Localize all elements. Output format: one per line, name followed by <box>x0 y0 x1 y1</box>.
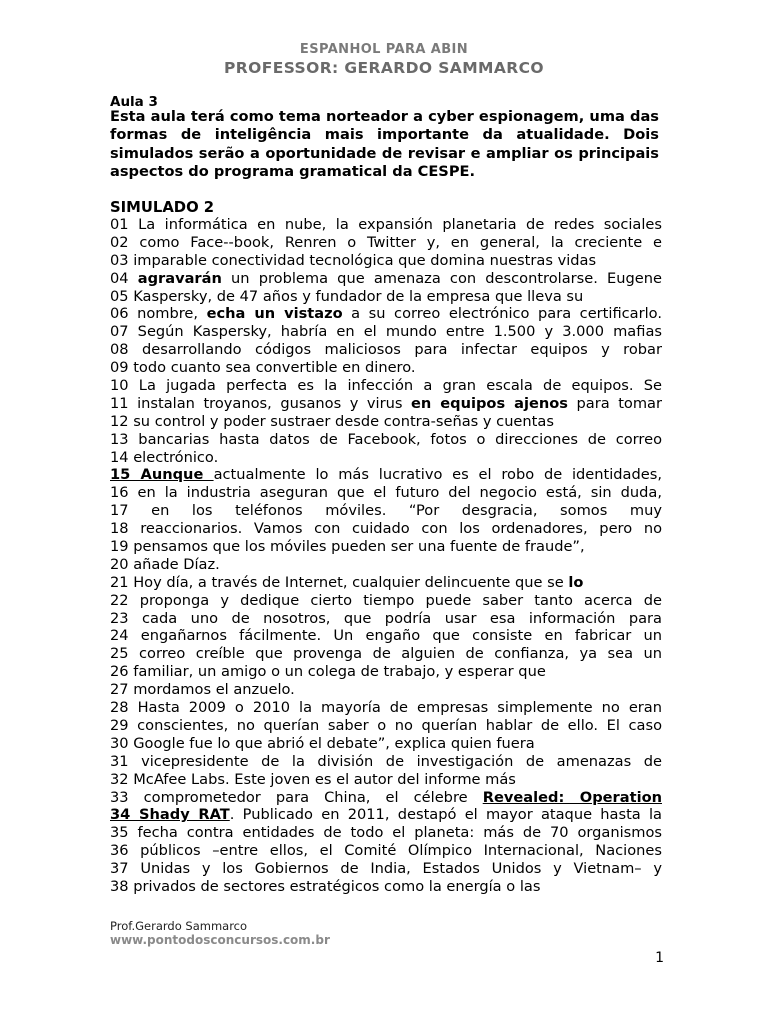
line-text: 01 La informática en nube, la expansión planetaria de redes sociales <box>110 216 662 233</box>
line-text: 36 públicos –entre ellos, el Comité Olímpico Internacional, Naciones <box>110 842 662 860</box>
emphasized-text: agravarán <box>137 269 222 287</box>
text-line <box>110 574 662 592</box>
text-line <box>110 717 662 735</box>
text-line <box>110 842 662 860</box>
line-text: 06 nombre, <box>110 305 207 323</box>
line-text: un problema que amenaza con descontrolarse. Eugene <box>221 269 662 287</box>
exercise-text <box>110 216 662 896</box>
emphasized-text: 34 Shady RAT <box>110 806 230 824</box>
line-text: 21 Hoy día, a través de Internet, cualquier delincuente que se <box>110 573 569 591</box>
line-text: 25 correo creíble que provenga de alguien de confianza, ya sea un <box>110 645 662 663</box>
line-text: actualmente lo más lucrativo es el robo de identidades, <box>213 466 662 484</box>
line-text: a su correo electrónico para certificarlo. <box>342 305 662 323</box>
text-line <box>110 341 662 359</box>
header-professor: PROFESSOR: GERARDO SAMMARCO <box>224 59 544 77</box>
header-course-title: ESPANHOL PARA ABIN <box>299 42 469 57</box>
text-line <box>110 627 662 645</box>
text-line <box>110 699 662 717</box>
line-text: 30 Google fue lo que abrió el debate”, explica quien fuera <box>110 734 535 752</box>
line-text: 12 su control y poder sustraer desde contra-señas y cuentas <box>110 412 554 430</box>
text-line <box>110 484 662 502</box>
line-text: 38 privados de sectores estratégicos como la energía o las <box>110 877 541 895</box>
line-text: 22 proponga y dedique cierto tiempo puede saber tanto acerca de <box>110 591 662 609</box>
text-line <box>110 556 662 574</box>
footer-website: www.pontodosconcursos.com.br <box>110 933 330 947</box>
emphasized-text: 15 Aunque <box>110 466 214 484</box>
line-text: 13 bancarias hasta datos de Facebook, fotos o direcciones de correo <box>110 430 662 448</box>
lesson-intro: Esta aula terá como tema norteador a cyber espionagem, uma das formas de inteligência mais importante da atualidade. Dois simulados serão a oportunidade de revisar e ampliar os principais aspectos do programa gramatical da CESPE. <box>110 108 659 181</box>
line-text: 37 Unidas y los Gobiernos de India, Estados Unidos y Vietnam– y <box>110 860 662 878</box>
text-line <box>110 502 662 520</box>
line-text: 31 vicepresidente de la división de investigación de amenazas de <box>110 752 662 770</box>
line-text: 09 todo cuanto sea convertible en dinero. <box>110 359 416 377</box>
text-line <box>110 806 662 824</box>
line-text: 08 desarrollando códigos maliciosos para infectar equipos y robar <box>110 341 662 359</box>
footer-author: Prof.Gerardo Sammarco <box>110 919 248 933</box>
line-text: para tomar <box>567 394 662 412</box>
line-text: 16 en la industria aseguran que el futuro del negocio está, sin duda, <box>110 484 662 502</box>
line-text: 32 McAfee Labs. Este joven es el autor del informe más <box>110 770 516 788</box>
text-line <box>110 449 662 467</box>
text-line <box>110 878 662 896</box>
line-text: 19 pensamos que los móviles pueden ser una fuente de fraude”, <box>110 538 585 556</box>
text-line <box>110 323 662 341</box>
text-line <box>110 377 662 395</box>
line-text: 02 como Face--book, Renren o Twitter y, en general, la creciente e <box>110 233 662 251</box>
line-text: 14 electrónico. <box>110 448 219 466</box>
text-line <box>110 252 662 270</box>
text-line <box>110 789 662 807</box>
text-line <box>110 538 662 556</box>
text-line <box>110 216 662 234</box>
text-line <box>110 395 662 413</box>
line-text: 27 mordamos el anzuelo. <box>110 681 295 699</box>
text-line <box>110 520 662 538</box>
emphasized-text: en equipos ajenos <box>410 394 568 412</box>
text-line <box>110 234 662 252</box>
text-line <box>110 824 662 842</box>
line-text: 10 La jugada perfecta es la infección a gran escala de equipos. Se <box>110 377 662 395</box>
line-text: 23 cada uno de nosotros, que podría usar esa información para <box>110 609 662 627</box>
emphasized-text: echa un vistazo <box>206 305 343 323</box>
text-line <box>110 860 662 878</box>
text-line <box>110 610 662 628</box>
emphasized-text: Revealed: Operation <box>482 788 662 806</box>
line-text: 29 conscientes, no querían saber o no querían hablar de ello. El caso <box>110 716 662 734</box>
line-text: 18 reaccionarios. Vamos con cuidado con los ordenadores, pero no <box>110 520 662 538</box>
text-line <box>110 771 662 789</box>
simulado-title: SIMULADO 2 <box>110 199 215 216</box>
text-line <box>110 431 662 449</box>
text-line <box>110 413 662 431</box>
line-text: 20 añade Díaz. <box>110 555 220 573</box>
text-line <box>110 681 662 699</box>
line-text: 05 Kaspersky, de 47 años y fundador de la empresa que lleva su <box>110 287 584 305</box>
text-line <box>110 592 662 610</box>
text-line <box>110 305 662 323</box>
line-text: 28 Hasta 2009 o 2010 la mayoría de empresas simplemente no eran <box>110 699 662 717</box>
text-line <box>110 466 662 484</box>
line-text: 07 Según Kaspersky, habría en el mundo entre 1.500 y 3.000 mafias <box>110 323 662 341</box>
line-text: 04 <box>110 269 138 287</box>
text-line <box>110 359 662 377</box>
line-text: 33 comprometedor para China, el célebre <box>110 788 483 806</box>
line-text: 11 instalan troyanos, gusanos y virus <box>110 394 411 412</box>
line-text: 03 imparable conectividad tecnológica que domina nuestras vidas <box>110 251 597 269</box>
text-line <box>110 288 662 306</box>
lesson-title: Aula 3 <box>110 94 158 110</box>
text-line <box>110 663 662 681</box>
line-text: 35 fecha contra entidades de todo el planeta: más de 70 organismos <box>110 824 662 842</box>
emphasized-text: lo <box>568 573 584 591</box>
line-text: 17 en los teléfonos móviles. “Por desgracia, somos muy <box>110 502 662 520</box>
text-line <box>110 735 662 753</box>
line-text: 26 familiar, un amigo o un colega de trabajo, y esperar que <box>110 663 546 681</box>
text-line <box>110 270 662 288</box>
line-text: 24 engañarnos fácilmente. Un engaño que consiste en fabricar un <box>110 627 662 645</box>
page-number: 1 <box>655 950 664 966</box>
text-line <box>110 753 662 771</box>
text-line <box>110 645 662 663</box>
line-text: . Publicado en 2011, destapó el mayor ataque hasta la <box>229 806 663 824</box>
